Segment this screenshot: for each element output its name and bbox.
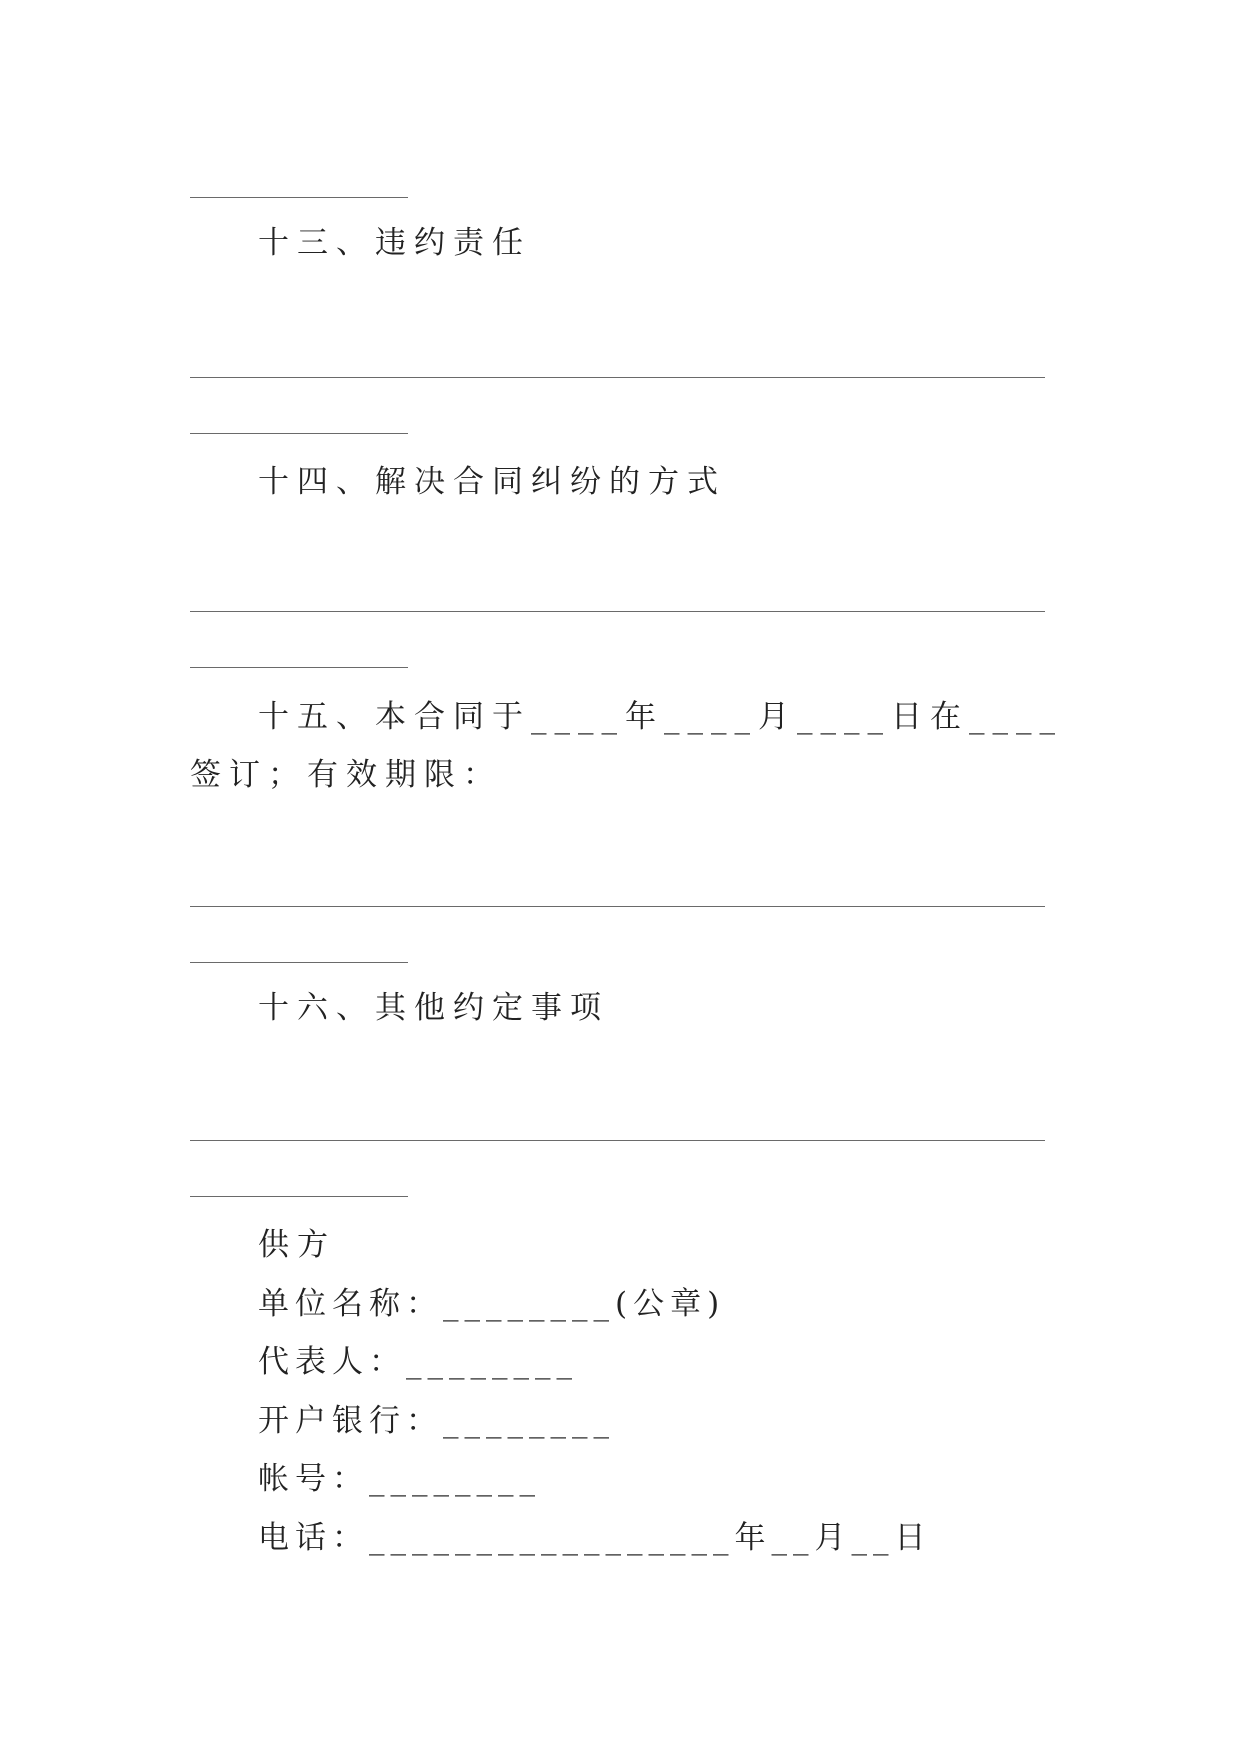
fill-line-long [190,1140,1045,1141]
supplier-bank: 开户银行：________ [258,1403,615,1439]
fill-line-short [190,667,408,668]
supplier-representative: 代表人：________ [258,1344,578,1380]
section-14-title: 十四、解决合同纠纷的方式 [258,464,726,500]
fill-line-short [190,433,408,434]
fill-line-long [190,906,1045,907]
fill-line-long [190,611,1045,612]
fill-line-long [190,377,1045,378]
fill-line-short [190,1196,408,1197]
supplier-phone-date: 电话：_________________年__月__日 [258,1520,932,1556]
section-13-title: 十三、违约责任 [258,225,531,261]
fill-line-short [190,197,408,198]
supplier-heading: 供方 [258,1227,336,1263]
supplier-unit-name: 单位名称：________(公章) [258,1286,726,1322]
section-16-title: 十六、其他约定事项 [258,990,609,1026]
supplier-account: 帐号：________ [258,1461,541,1497]
fill-line-short [190,962,408,963]
section-15-text: 十五、本合同于____年____月____日在____签订；有效期限： [190,699,1063,793]
